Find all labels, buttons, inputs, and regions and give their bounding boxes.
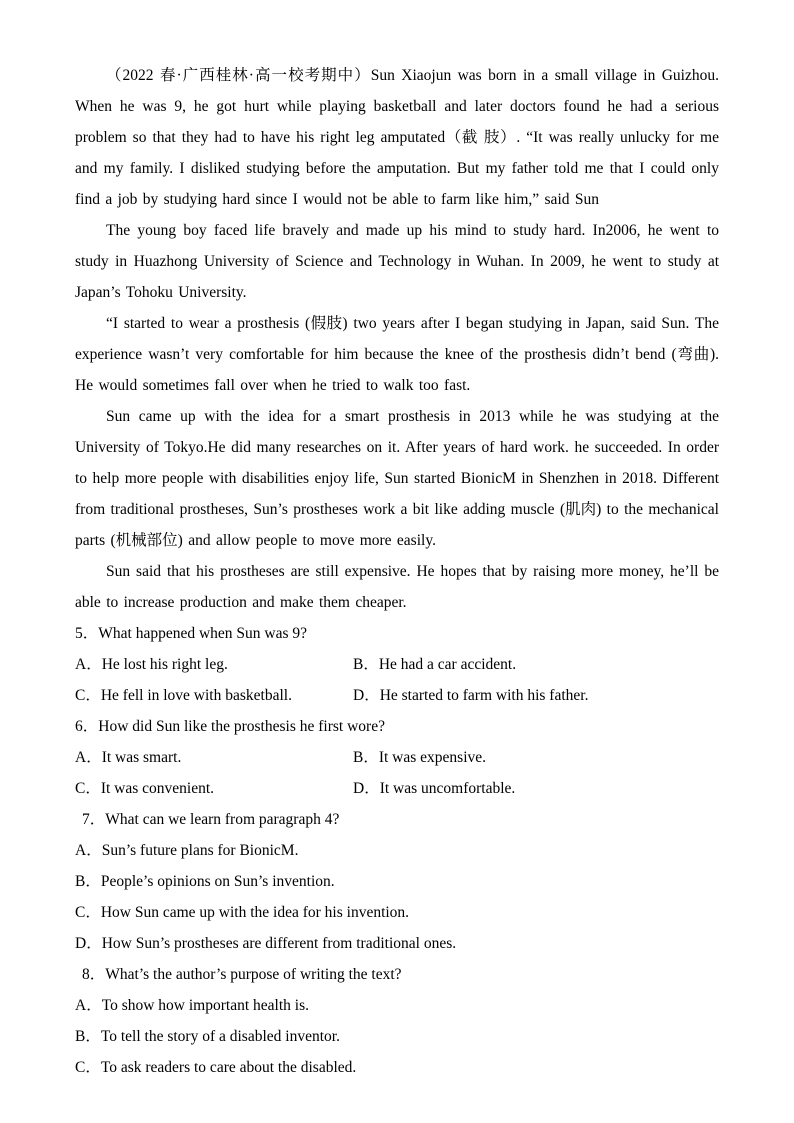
question-block-8 <box>75 959 719 1083</box>
option-6-b: B．It was expensive. <box>353 749 487 766</box>
option-7-d: D．How Sun’s prostheses are different from traditional ones. <box>75 935 457 952</box>
question-block-5 <box>75 618 719 711</box>
option-5-d: D．He started to farm with his father. <box>353 687 589 704</box>
passage-paragraph-2: The young boy faced life bravely and made up his mind to study hard. In2006, he went to study in Huazhong University of Science and Technology in Wuhan. In 2009, he went to study at Japan’s Tohoku University. <box>75 222 719 301</box>
question-block-6 <box>75 711 719 804</box>
question-text-8: 8．What’s the author’s purpose of writing the text? <box>82 966 402 983</box>
passage-paragraph-5: Sun said that his prostheses are still expensive. He hopes that by raising more money, he’ll be able to increase production and make them cheaper. <box>75 563 719 611</box>
options-grid-7 <box>75 835 719 959</box>
options-grid-8 <box>75 990 719 1083</box>
option-6-c: C．It was convenient. <box>75 780 215 797</box>
option-8-b: B．To tell the story of a disabled inventor. <box>75 1028 340 1045</box>
option-5-a: A．He lost his right leg. <box>75 656 228 673</box>
option-7-c: C．How Sun came up with the idea for his invention. <box>75 904 410 921</box>
option-6-a: A．It was smart. <box>75 749 182 766</box>
options-grid-5 <box>75 649 719 711</box>
option-8-a: A．To show how important health is. <box>75 997 309 1014</box>
options-grid-6 <box>75 742 719 804</box>
question-text-5: 5．What happened when Sun was 9? <box>75 625 308 642</box>
option-7-b: B．People’s opinions on Sun’s invention. <box>75 873 335 890</box>
option-5-c: C．He fell in love with basketball. <box>75 687 292 704</box>
question-block-7 <box>75 804 719 959</box>
question-text-6: 6．How did Sun like the prosthesis he first wore? <box>75 718 385 735</box>
passage-paragraph-1: （2022 春·广西桂林·高一校考期中）Sun Xiaojun was born in a small village in Guizhou. When he was 9, he got hurt while playing basketball and later doctors found he had a serious problem so that they had to have his right leg amputated（截 肢）. “It was really unlucky for me and my family. I disliked studying before the amputation. But my father told me that I could only find a job by studying hard since I would not be able to farm like him,” said Sun <box>75 67 719 208</box>
option-6-d: D．It was uncomfortable. <box>353 780 516 797</box>
option-5-b: B．He had a car accident. <box>353 656 517 673</box>
question-text-7: 7．What can we learn from paragraph 4? <box>82 811 340 828</box>
option-7-a: A．Sun’s future plans for BionicM. <box>75 842 299 859</box>
option-8-c: C．To ask readers to care about the disabled. <box>75 1059 357 1076</box>
passage-paragraph-3: “I started to wear a prosthesis (假肢) two years after I began studying in Japan, said Sun. The experience wasn’t very comfortable for him because the knee of the prosthesis didn’t bend (弯曲). He would sometimes fall over when he tried to walk too fast. <box>75 315 719 394</box>
passage-paragraph-4: Sun came up with the idea for a smart prosthesis in 2013 while he was studying at the University of Tokyo.He did many researches on it. After years of hard work. he succeeded. In order to help more people with disabilities enjoy life, Sun started BionicM in Shenzhen in 2018. Different from traditional prostheses, Sun’s prostheses work a bit like adding muscle (肌肉) to the mechanical parts (机械部位) and allow people to move more easily. <box>75 408 719 549</box>
